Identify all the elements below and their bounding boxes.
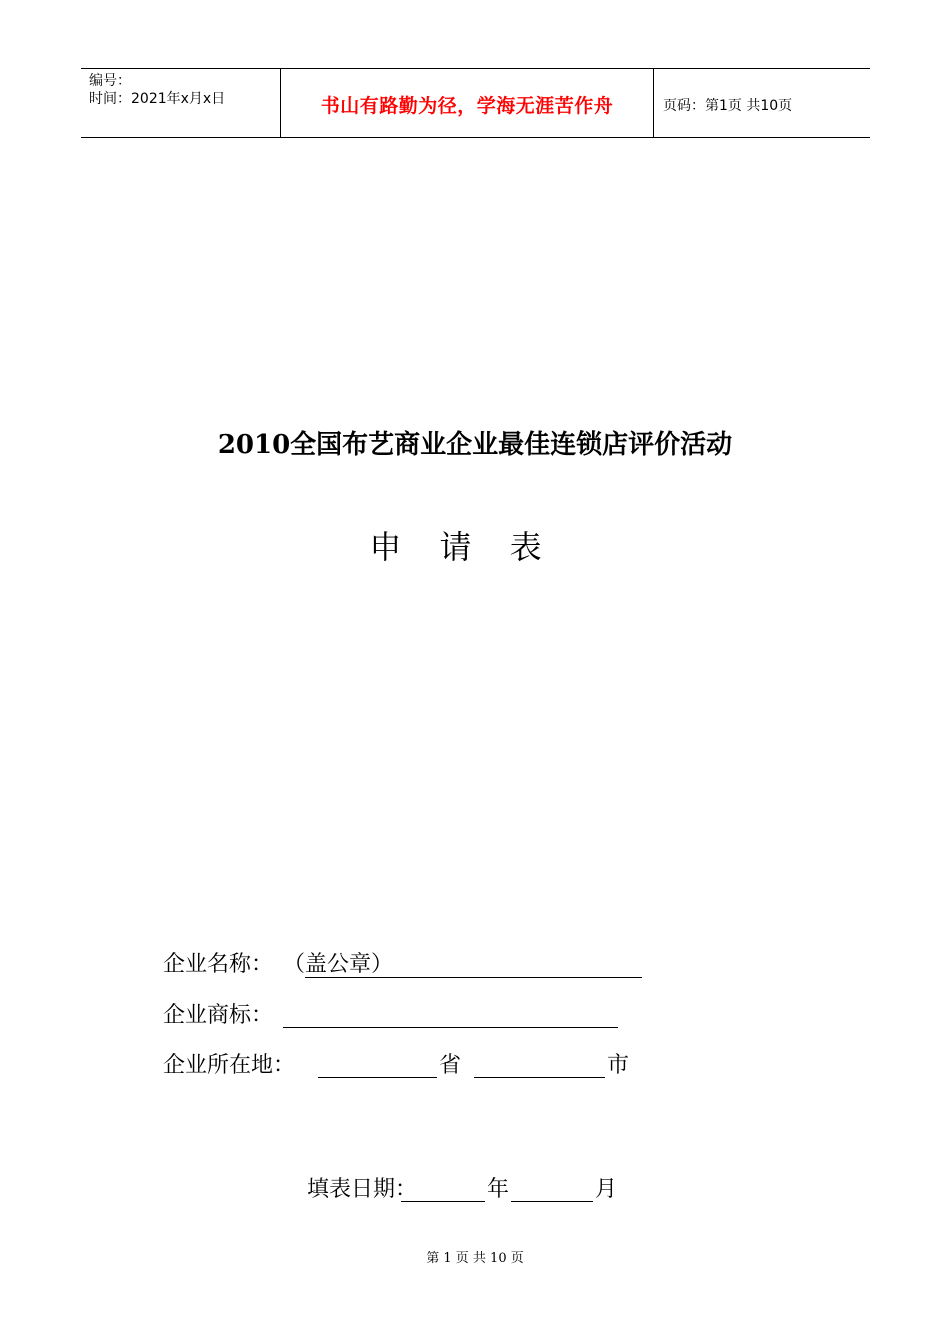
- footer-page-number: 第 1 页 共 10 页: [426, 1251, 524, 1266]
- year-label: 年: [487, 1177, 510, 1202]
- month-label: 月: [595, 1177, 618, 1202]
- city-label: 市: [607, 1053, 630, 1078]
- document-time: 时间：2021年x月x日: [89, 91, 226, 107]
- fill-date-label: 填表日期：: [307, 1177, 418, 1202]
- year-field[interactable]: [401, 1201, 485, 1202]
- province-field[interactable]: [318, 1077, 437, 1078]
- header-meta-cell: [81, 69, 281, 137]
- month-field[interactable]: [511, 1201, 593, 1202]
- document-title: 2010全国布艺商业企业最佳连锁店评价活动: [217, 430, 733, 460]
- trademark-field[interactable]: [283, 1027, 618, 1028]
- province-label: 省: [439, 1053, 462, 1078]
- header-page-info: 页码：第1页 共10页: [663, 98, 793, 114]
- company-name-seal-note: （盖公章）: [283, 952, 394, 977]
- location-label: 企业所在地：: [163, 1053, 296, 1078]
- document-subtitle: 申 请 表: [369, 528, 556, 566]
- trademark-label: 企业商标：: [163, 1003, 274, 1028]
- header-page-cell: [654, 69, 870, 137]
- header-table: [81, 68, 870, 138]
- document-number: 编号：: [89, 73, 131, 89]
- header-motto-cell: [281, 69, 654, 137]
- motto-text: 书山有路勤为径，学海无涯苦作舟: [320, 95, 614, 117]
- company-name-label: 企业名称：: [163, 952, 274, 977]
- city-field[interactable]: [474, 1077, 605, 1078]
- company-name-field[interactable]: [305, 977, 642, 978]
